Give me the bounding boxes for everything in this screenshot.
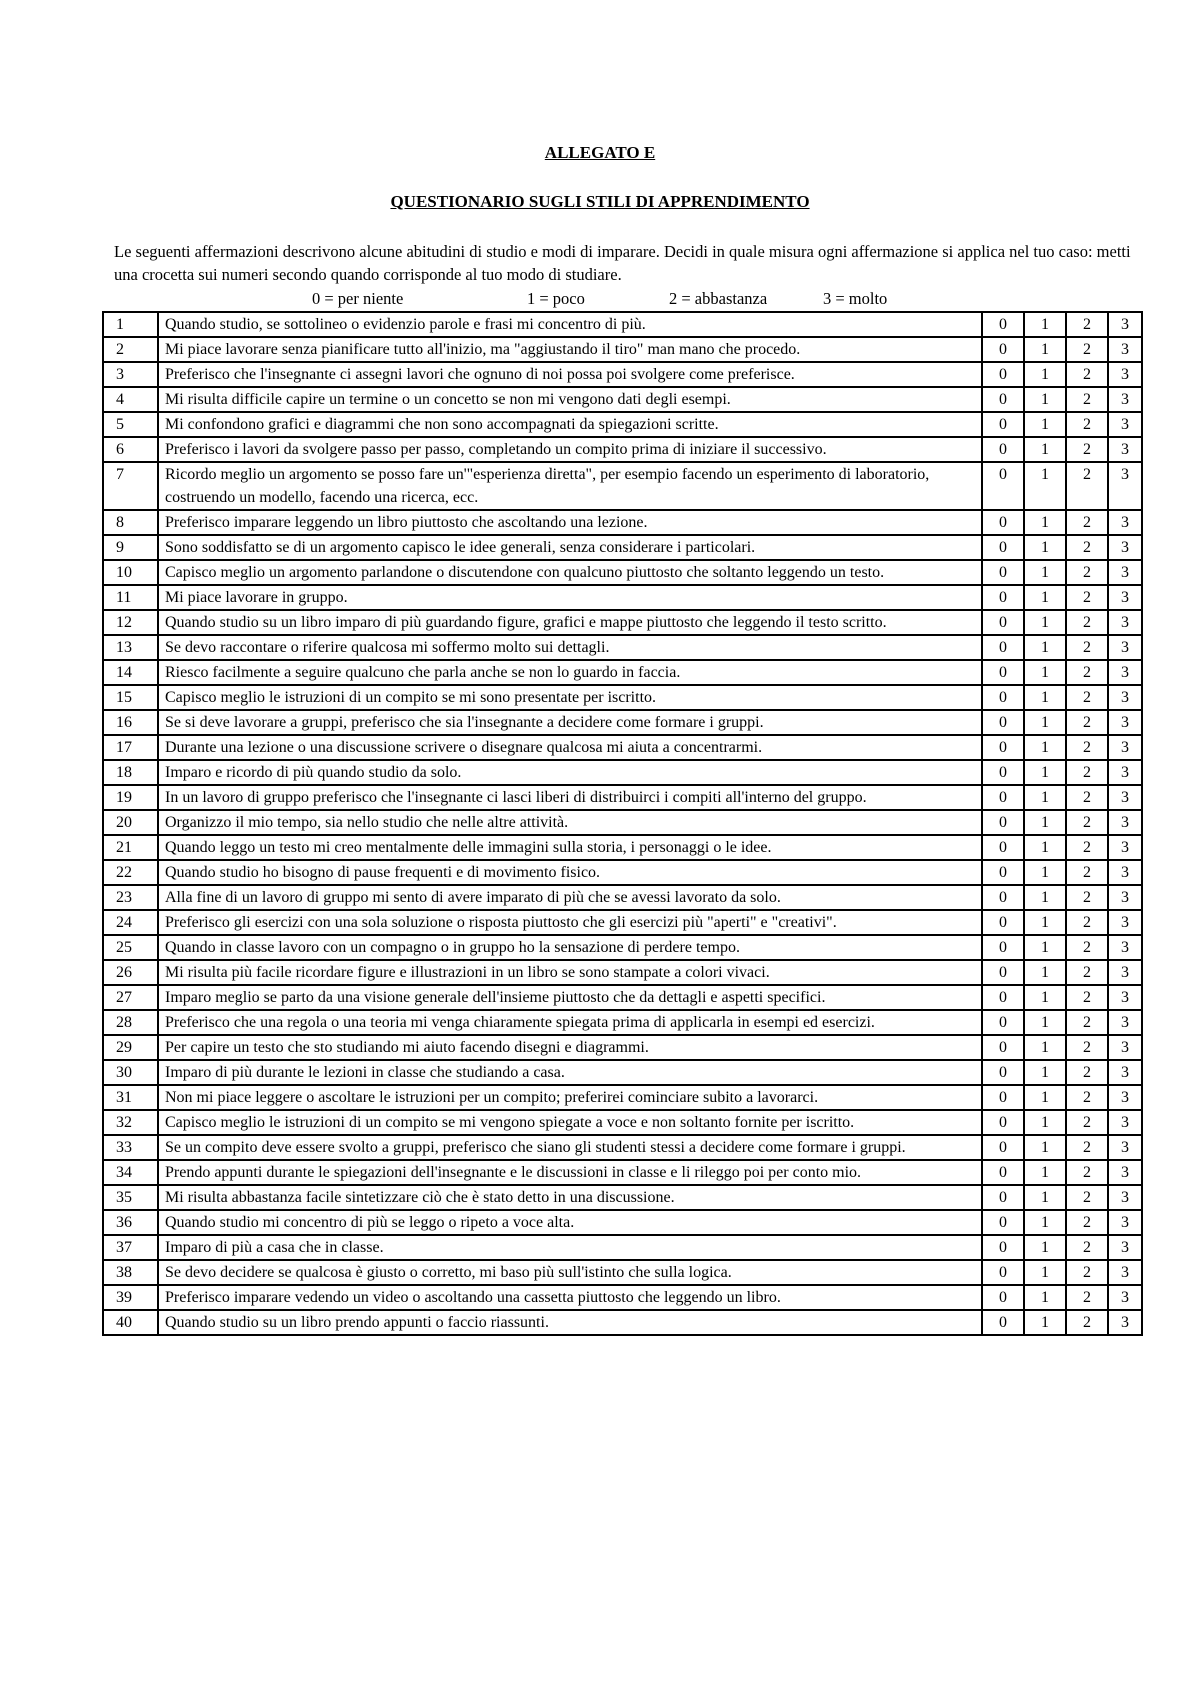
rating-option-2[interactable]: 2 <box>1066 1110 1108 1135</box>
rating-option-3[interactable]: 3 <box>1108 362 1142 387</box>
rating-option-1[interactable]: 1 <box>1024 510 1066 535</box>
rating-option-0[interactable]: 0 <box>982 362 1024 387</box>
item-statement: Mi risulta più facile ricordare figure e illustrazioni in un libro se sono stampate a colori vivaci. <box>158 960 982 985</box>
table-row <box>103 1035 1142 1060</box>
rating-option-1[interactable]: 1 <box>1024 1160 1066 1185</box>
rating-option-3[interactable]: 3 <box>1108 635 1142 660</box>
table-row <box>103 1060 1142 1085</box>
table-row <box>103 1185 1142 1210</box>
item-number: 11 <box>103 585 158 610</box>
item-statement: Se devo decidere se qualcosa è giusto o corretto, mi baso più sull'istinto che sulla logica. <box>158 1260 982 1285</box>
rating-option-0[interactable]: 0 <box>982 835 1024 860</box>
table-row <box>103 585 1142 610</box>
table-row <box>103 1210 1142 1235</box>
rating-option-2[interactable]: 2 <box>1066 1185 1108 1210</box>
rating-option-1[interactable]: 1 <box>1024 1310 1066 1335</box>
item-statement: Se si deve lavorare a gruppi, preferisco che sia l'insegnante a decidere come formare i gruppi. <box>158 710 982 735</box>
table-row <box>103 985 1142 1010</box>
rating-option-3[interactable]: 3 <box>1108 785 1142 810</box>
item-statement: Preferisco imparare vedendo un video o ascoltando una cassetta piuttosto che leggendo un libro. <box>158 1285 982 1310</box>
item-number: 40 <box>103 1310 158 1335</box>
item-statement: Riesco facilmente a seguire qualcuno che parla anche se non lo guardo in faccia. <box>158 660 982 685</box>
rating-option-3[interactable]: 3 <box>1108 1110 1142 1135</box>
table-row <box>103 760 1142 785</box>
item-statement: Mi piace lavorare senza pianificare tutto all'inizio, ma "aggiustando il tiro" man mano che procedo. <box>158 337 982 362</box>
rating-option-1[interactable]: 1 <box>1024 387 1066 412</box>
item-number: 37 <box>103 1235 158 1260</box>
table-row <box>103 1160 1142 1185</box>
rating-option-0[interactable]: 0 <box>982 1210 1024 1235</box>
table-row <box>103 1310 1142 1335</box>
item-number: 39 <box>103 1285 158 1310</box>
rating-option-3[interactable]: 3 <box>1108 1010 1142 1035</box>
rating-option-0[interactable]: 0 <box>982 462 1024 510</box>
rating-option-3[interactable]: 3 <box>1108 1035 1142 1060</box>
rating-option-0[interactable]: 0 <box>982 510 1024 535</box>
rating-option-0[interactable]: 0 <box>982 685 1024 710</box>
item-statement: Mi confondono grafici e diagrammi che non sono accompagnati da spiegazioni scritte. <box>158 412 982 437</box>
table-row <box>103 510 1142 535</box>
rating-option-3[interactable]: 3 <box>1108 835 1142 860</box>
rating-option-2[interactable]: 2 <box>1066 1060 1108 1085</box>
rating-option-1[interactable]: 1 <box>1024 835 1066 860</box>
table-row <box>103 535 1142 560</box>
rating-option-3[interactable]: 3 <box>1108 1185 1142 1210</box>
item-statement: Preferisco che l'insegnante ci assegni lavori che ognuno di noi possa poi svolgere come preferisce. <box>158 362 982 387</box>
item-number: 24 <box>103 910 158 935</box>
table-row <box>103 1135 1142 1160</box>
item-number: 29 <box>103 1035 158 1060</box>
rating-option-2[interactable]: 2 <box>1066 535 1108 560</box>
item-statement: Prendo appunti durante le spiegazioni dell'insegnante e le discussioni in classe e li rileggo poi per conto mio. <box>158 1160 982 1185</box>
rating-option-3[interactable]: 3 <box>1108 1285 1142 1310</box>
rating-option-3[interactable]: 3 <box>1108 337 1142 362</box>
rating-option-0[interactable]: 0 <box>982 610 1024 635</box>
item-number: 38 <box>103 1260 158 1285</box>
rating-option-0[interactable]: 0 <box>982 1085 1024 1110</box>
rating-option-3[interactable]: 3 <box>1108 1235 1142 1260</box>
rating-option-3[interactable]: 3 <box>1108 437 1142 462</box>
rating-option-2[interactable]: 2 <box>1066 362 1108 387</box>
item-statement: Se devo raccontare o riferire qualcosa mi soffermo molto sui dettagli. <box>158 635 982 660</box>
item-number: 10 <box>103 560 158 585</box>
item-statement: Imparo di più durante le lezioni in classe che studiando a casa. <box>158 1060 982 1085</box>
rating-option-0[interactable]: 0 <box>982 660 1024 685</box>
rating-option-3[interactable]: 3 <box>1108 685 1142 710</box>
rating-option-3[interactable]: 3 <box>1108 885 1142 910</box>
rating-option-3[interactable]: 3 <box>1108 960 1142 985</box>
item-number: 14 <box>103 660 158 685</box>
rating-option-2[interactable]: 2 <box>1066 337 1108 362</box>
rating-option-2[interactable]: 2 <box>1066 1285 1108 1310</box>
item-number: 13 <box>103 635 158 660</box>
item-statement: Mi risulta difficile capire un termine o un concetto se non mi vengono dati degli esempi. <box>158 387 982 412</box>
rating-option-3[interactable]: 3 <box>1108 462 1142 510</box>
table-row <box>103 1235 1142 1260</box>
rating-option-2[interactable]: 2 <box>1066 760 1108 785</box>
item-number: 3 <box>103 362 158 387</box>
item-statement: Alla fine di un lavoro di gruppo mi sento di avere imparato di più che se avessi lavorato da solo. <box>158 885 982 910</box>
rating-option-1[interactable]: 1 <box>1024 585 1066 610</box>
rating-option-3[interactable]: 3 <box>1108 510 1142 535</box>
item-number: 16 <box>103 710 158 735</box>
table-row <box>103 1285 1142 1310</box>
rating-option-0[interactable]: 0 <box>982 560 1024 585</box>
item-statement: Quando studio su un libro prendo appunti o faccio riassunti. <box>158 1310 982 1335</box>
rating-option-2[interactable]: 2 <box>1066 935 1108 960</box>
rating-option-1[interactable]: 1 <box>1024 1060 1066 1085</box>
table-row <box>103 560 1142 585</box>
table-row <box>103 610 1142 635</box>
item-number: 22 <box>103 860 158 885</box>
rating-option-1[interactable]: 1 <box>1024 337 1066 362</box>
table-row <box>103 835 1142 860</box>
rating-option-2[interactable]: 2 <box>1066 312 1108 337</box>
rating-option-2[interactable]: 2 <box>1066 510 1108 535</box>
rating-option-0[interactable]: 0 <box>982 910 1024 935</box>
item-number: 27 <box>103 985 158 1010</box>
rating-option-1[interactable]: 1 <box>1024 1035 1066 1060</box>
item-number: 18 <box>103 760 158 785</box>
rating-option-3[interactable]: 3 <box>1108 585 1142 610</box>
item-number: 20 <box>103 810 158 835</box>
item-number: 9 <box>103 535 158 560</box>
table-row <box>103 1010 1142 1035</box>
rating-option-2[interactable]: 2 <box>1066 412 1108 437</box>
rating-option-0[interactable]: 0 <box>982 1235 1024 1260</box>
item-number: 15 <box>103 685 158 710</box>
rating-option-1[interactable]: 1 <box>1024 560 1066 585</box>
rating-option-3[interactable]: 3 <box>1108 312 1142 337</box>
rating-option-0[interactable]: 0 <box>982 735 1024 760</box>
item-statement: Sono soddisfatto se di un argomento capisco le idee generali, senza considerare i particolari. <box>158 535 982 560</box>
rating-option-2[interactable]: 2 <box>1066 885 1108 910</box>
rating-option-0[interactable]: 0 <box>982 1160 1024 1185</box>
rating-option-1[interactable]: 1 <box>1024 1135 1066 1160</box>
table-row <box>103 885 1142 910</box>
rating-option-2[interactable]: 2 <box>1066 635 1108 660</box>
rating-option-3[interactable]: 3 <box>1108 1085 1142 1110</box>
rating-option-0[interactable]: 0 <box>982 635 1024 660</box>
table-row <box>103 660 1142 685</box>
table-row <box>103 312 1142 337</box>
document-title: ALLEGATO E <box>544 143 656 162</box>
table-row <box>103 935 1142 960</box>
table-row <box>103 860 1142 885</box>
rating-option-2[interactable]: 2 <box>1066 560 1108 585</box>
rating-option-2[interactable]: 2 <box>1066 1135 1108 1160</box>
rating-option-2[interactable]: 2 <box>1066 810 1108 835</box>
item-number: 21 <box>103 835 158 860</box>
rating-option-0[interactable]: 0 <box>982 312 1024 337</box>
table-row <box>103 910 1142 935</box>
rating-option-3[interactable]: 3 <box>1108 387 1142 412</box>
item-number: 4 <box>103 387 158 412</box>
item-number: 1 <box>103 312 158 337</box>
rating-option-1[interactable]: 1 <box>1024 1235 1066 1260</box>
rating-option-1[interactable]: 1 <box>1024 985 1066 1010</box>
rating-option-0[interactable]: 0 <box>982 1260 1024 1285</box>
rating-option-2[interactable]: 2 <box>1066 1310 1108 1335</box>
rating-option-0[interactable]: 0 <box>982 810 1024 835</box>
item-statement: Quando studio su un libro imparo di più guardando figure, grafici e mappe piuttosto che leggendo il testo scritto. <box>158 610 982 635</box>
rating-option-3[interactable]: 3 <box>1108 1210 1142 1235</box>
table-row <box>103 735 1142 760</box>
rating-option-3[interactable]: 3 <box>1108 985 1142 1010</box>
rating-option-0[interactable]: 0 <box>982 960 1024 985</box>
item-statement: In un lavoro di gruppo preferisco che l'insegnante ci lasci liberi di distribuirci i compiti all'interno del gruppo. <box>158 785 982 810</box>
table-row <box>103 710 1142 735</box>
table-row <box>103 387 1142 412</box>
rating-option-2[interactable]: 2 <box>1066 785 1108 810</box>
rating-scale-legend <box>0 289 1200 311</box>
rating-option-2[interactable]: 2 <box>1066 610 1108 635</box>
scale-3-label: 3 = molto <box>823 289 888 308</box>
item-statement: Quando studio ho bisogno di pause frequenti e di movimento fisico. <box>158 860 982 885</box>
rating-option-0[interactable]: 0 <box>982 985 1024 1010</box>
item-statement: Imparo meglio se parto da una visione generale dell'insieme piuttosto che da dettagli e aspetti specifici. <box>158 985 982 1010</box>
questionnaire-table <box>102 311 1143 1336</box>
rating-option-1[interactable]: 1 <box>1024 1210 1066 1235</box>
item-number: 17 <box>103 735 158 760</box>
rating-option-0[interactable]: 0 <box>982 1185 1024 1210</box>
rating-option-2[interactable]: 2 <box>1066 835 1108 860</box>
rating-option-0[interactable]: 0 <box>982 710 1024 735</box>
rating-option-2[interactable]: 2 <box>1066 910 1108 935</box>
item-number: 26 <box>103 960 158 985</box>
rating-option-0[interactable]: 0 <box>982 585 1024 610</box>
rating-option-1[interactable]: 1 <box>1024 1085 1066 1110</box>
rating-option-0[interactable]: 0 <box>982 412 1024 437</box>
item-statement: Preferisco i lavori da svolgere passo per passo, completando un compito prima di iniziare il successivo. <box>158 437 982 462</box>
rating-option-2[interactable]: 2 <box>1066 685 1108 710</box>
rating-option-0[interactable]: 0 <box>982 785 1024 810</box>
item-number: 19 <box>103 785 158 810</box>
item-number: 33 <box>103 1135 158 1160</box>
item-number: 5 <box>103 412 158 437</box>
scale-1-label: 1 = poco <box>527 289 585 308</box>
table-row <box>103 437 1142 462</box>
rating-option-3[interactable]: 3 <box>1108 1310 1142 1335</box>
rating-option-2[interactable]: 2 <box>1066 437 1108 462</box>
rating-option-1[interactable]: 1 <box>1024 462 1066 510</box>
rating-option-0[interactable]: 0 <box>982 437 1024 462</box>
rating-option-1[interactable]: 1 <box>1024 1260 1066 1285</box>
rating-option-0[interactable]: 0 <box>982 885 1024 910</box>
rating-option-0[interactable]: 0 <box>982 1010 1024 1035</box>
rating-option-0[interactable]: 0 <box>982 860 1024 885</box>
rating-option-1[interactable]: 1 <box>1024 635 1066 660</box>
item-statement: Non mi piace leggere o ascoltare le istruzioni per un compito; preferirei cominciare subito a lavorarci. <box>158 1085 982 1110</box>
rating-option-2[interactable]: 2 <box>1066 1235 1108 1260</box>
item-number: 23 <box>103 885 158 910</box>
rating-option-1[interactable]: 1 <box>1024 1285 1066 1310</box>
rating-option-0[interactable]: 0 <box>982 1060 1024 1085</box>
rating-option-2[interactable]: 2 <box>1066 660 1108 685</box>
rating-option-3[interactable]: 3 <box>1108 610 1142 635</box>
item-statement: Preferisco gli esercizi con una sola soluzione o risposta piuttosto che gli esercizi più "aperti" e "creativi". <box>158 910 982 935</box>
rating-option-3[interactable]: 3 <box>1108 1260 1142 1285</box>
scale-2-label: 2 = abbastanza <box>669 289 768 308</box>
rating-option-0[interactable]: 0 <box>982 935 1024 960</box>
table-row <box>103 960 1142 985</box>
item-number: 35 <box>103 1185 158 1210</box>
rating-option-1[interactable]: 1 <box>1024 710 1066 735</box>
rating-option-3[interactable]: 3 <box>1108 660 1142 685</box>
rating-option-2[interactable]: 2 <box>1066 1160 1108 1185</box>
rating-option-0[interactable]: 0 <box>982 1035 1024 1060</box>
table-row <box>103 685 1142 710</box>
item-statement: Capisco meglio le istruzioni di un compito se mi sono presentate per iscritto. <box>158 685 982 710</box>
table-row <box>103 1260 1142 1285</box>
rating-option-0[interactable]: 0 <box>982 337 1024 362</box>
rating-option-2[interactable]: 2 <box>1066 1210 1108 1235</box>
rating-option-2[interactable]: 2 <box>1066 1035 1108 1060</box>
rating-option-1[interactable]: 1 <box>1024 437 1066 462</box>
item-statement: Preferisco che una regola o una teoria mi venga chiaramente spiegata prima di applicarla in esempi ed esercizi. <box>158 1010 982 1035</box>
table-row <box>103 810 1142 835</box>
rating-option-1[interactable]: 1 <box>1024 660 1066 685</box>
table-row <box>103 462 1142 510</box>
rating-option-1[interactable]: 1 <box>1024 810 1066 835</box>
rating-option-1[interactable]: 1 <box>1024 960 1066 985</box>
table-row <box>103 785 1142 810</box>
rating-option-3[interactable]: 3 <box>1108 860 1142 885</box>
item-number: 31 <box>103 1085 158 1110</box>
rating-option-3[interactable]: 3 <box>1108 910 1142 935</box>
item-statement: Quando leggo un testo mi creo mentalmente delle immagini sulla storia, i personaggi o le idee. <box>158 835 982 860</box>
rating-option-3[interactable]: 3 <box>1108 1060 1142 1085</box>
item-number: 8 <box>103 510 158 535</box>
rating-option-0[interactable]: 0 <box>982 760 1024 785</box>
rating-option-3[interactable]: 3 <box>1108 810 1142 835</box>
rating-option-0[interactable]: 0 <box>982 1310 1024 1335</box>
rating-option-2[interactable]: 2 <box>1066 387 1108 412</box>
rating-option-3[interactable]: 3 <box>1108 935 1142 960</box>
rating-option-2[interactable]: 2 <box>1066 710 1108 735</box>
table-row <box>103 1085 1142 1110</box>
rating-option-1[interactable]: 1 <box>1024 885 1066 910</box>
rating-option-2[interactable]: 2 <box>1066 860 1108 885</box>
rating-option-3[interactable]: 3 <box>1108 412 1142 437</box>
table-row <box>103 337 1142 362</box>
item-statement: Capisco meglio le istruzioni di un compito se mi vengono spiegate a voce e non soltanto fornite per iscritto. <box>158 1110 982 1135</box>
rating-option-2[interactable]: 2 <box>1066 735 1108 760</box>
rating-option-1[interactable]: 1 <box>1024 312 1066 337</box>
rating-option-1[interactable]: 1 <box>1024 860 1066 885</box>
item-statement: Se un compito deve essere svolto a gruppi, preferisco che siano gli studenti stessi a decidere come formare i gruppi. <box>158 1135 982 1160</box>
rating-option-3[interactable]: 3 <box>1108 735 1142 760</box>
item-number: 12 <box>103 610 158 635</box>
rating-option-1[interactable]: 1 <box>1024 910 1066 935</box>
scale-0-label: 0 = per niente <box>312 289 404 308</box>
rating-option-1[interactable]: 1 <box>1024 935 1066 960</box>
rating-option-2[interactable]: 2 <box>1066 1260 1108 1285</box>
rating-option-1[interactable]: 1 <box>1024 1010 1066 1035</box>
table-row <box>103 1110 1142 1135</box>
rating-option-0[interactable]: 0 <box>982 1110 1024 1135</box>
item-statement: Mi risulta abbastanza facile sintetizzare ciò che è stato detto in una discussione. <box>158 1185 982 1210</box>
item-statement: Preferisco imparare leggendo un libro piuttosto che ascoltando una lezione. <box>158 510 982 535</box>
item-statement: Imparo e ricordo di più quando studio da solo. <box>158 760 982 785</box>
item-statement: Organizzo il mio tempo, sia nello studio che nelle altre attività. <box>158 810 982 835</box>
rating-option-3[interactable]: 3 <box>1108 710 1142 735</box>
instructions-paragraph: Le seguenti affermazioni descrivono alcune abitudini di studio e modi di imparare. Decidi in quale misura ogni affermazione si applica nel tuo caso: metti una crocetta sui numeri secondo quando corrisponde al tuo modo di studiare. <box>114 242 1131 284</box>
rating-option-3[interactable]: 3 <box>1108 760 1142 785</box>
item-statement: Durante una lezione o una discussione scrivere o disegnare qualcosa mi aiuta a concentrarmi. <box>158 735 982 760</box>
rating-option-1[interactable]: 1 <box>1024 610 1066 635</box>
item-number: 7 <box>103 462 158 510</box>
rating-option-2[interactable]: 2 <box>1066 1010 1108 1035</box>
item-statement: Quando in classe lavoro con un compagno o in gruppo ho la sensazione di perdere tempo. <box>158 935 982 960</box>
rating-option-3[interactable]: 3 <box>1108 1135 1142 1160</box>
rating-option-2[interactable]: 2 <box>1066 585 1108 610</box>
rating-option-1[interactable]: 1 <box>1024 760 1066 785</box>
rating-option-2[interactable]: 2 <box>1066 462 1108 510</box>
item-number: 25 <box>103 935 158 960</box>
item-statement: Mi piace lavorare in gruppo. <box>158 585 982 610</box>
rating-option-1[interactable]: 1 <box>1024 685 1066 710</box>
item-statement: Capisco meglio un argomento parlandone o discutendone con qualcuno piuttosto che soltanto leggendo un testo. <box>158 560 982 585</box>
rating-option-0[interactable]: 0 <box>982 1135 1024 1160</box>
rating-option-3[interactable]: 3 <box>1108 1160 1142 1185</box>
rating-option-1[interactable]: 1 <box>1024 412 1066 437</box>
rating-option-1[interactable]: 1 <box>1024 535 1066 560</box>
item-statement: Imparo di più a casa che in classe. <box>158 1235 982 1260</box>
item-number: 30 <box>103 1060 158 1085</box>
rating-option-2[interactable]: 2 <box>1066 1085 1108 1110</box>
rating-option-0[interactable]: 0 <box>982 535 1024 560</box>
rating-option-0[interactable]: 0 <box>982 387 1024 412</box>
rating-option-1[interactable]: 1 <box>1024 1185 1066 1210</box>
rating-option-0[interactable]: 0 <box>982 1285 1024 1310</box>
table-row <box>103 412 1142 437</box>
rating-option-1[interactable]: 1 <box>1024 785 1066 810</box>
item-number: 2 <box>103 337 158 362</box>
rating-option-1[interactable]: 1 <box>1024 1110 1066 1135</box>
item-number: 36 <box>103 1210 158 1235</box>
rating-option-3[interactable]: 3 <box>1108 560 1142 585</box>
item-statement: Quando studio mi concentro di più se leggo o ripeto a voce alta. <box>158 1210 982 1235</box>
table-row <box>103 635 1142 660</box>
rating-option-2[interactable]: 2 <box>1066 960 1108 985</box>
item-number: 32 <box>103 1110 158 1135</box>
table-row <box>103 362 1142 387</box>
item-number: 6 <box>103 437 158 462</box>
item-statement: Ricordo meglio un argomento se posso fare un'"esperienza diretta", per esempio facendo un esperimento di laboratorio, costruendo un modello, facendo una ricerca, ecc. <box>158 462 982 510</box>
item-number: 28 <box>103 1010 158 1035</box>
item-statement: Per capire un testo che sto studiando mi aiuto facendo disegni e diagrammi. <box>158 1035 982 1060</box>
item-statement: Quando studio, se sottolineo o evidenzio parole e frasi mi concentro di più. <box>158 312 982 337</box>
rating-option-1[interactable]: 1 <box>1024 735 1066 760</box>
rating-option-3[interactable]: 3 <box>1108 535 1142 560</box>
rating-option-2[interactable]: 2 <box>1066 985 1108 1010</box>
item-number: 34 <box>103 1160 158 1185</box>
document-subtitle: QUESTIONARIO SUGLI STILI DI APPRENDIMENTO <box>390 192 810 211</box>
rating-option-1[interactable]: 1 <box>1024 362 1066 387</box>
